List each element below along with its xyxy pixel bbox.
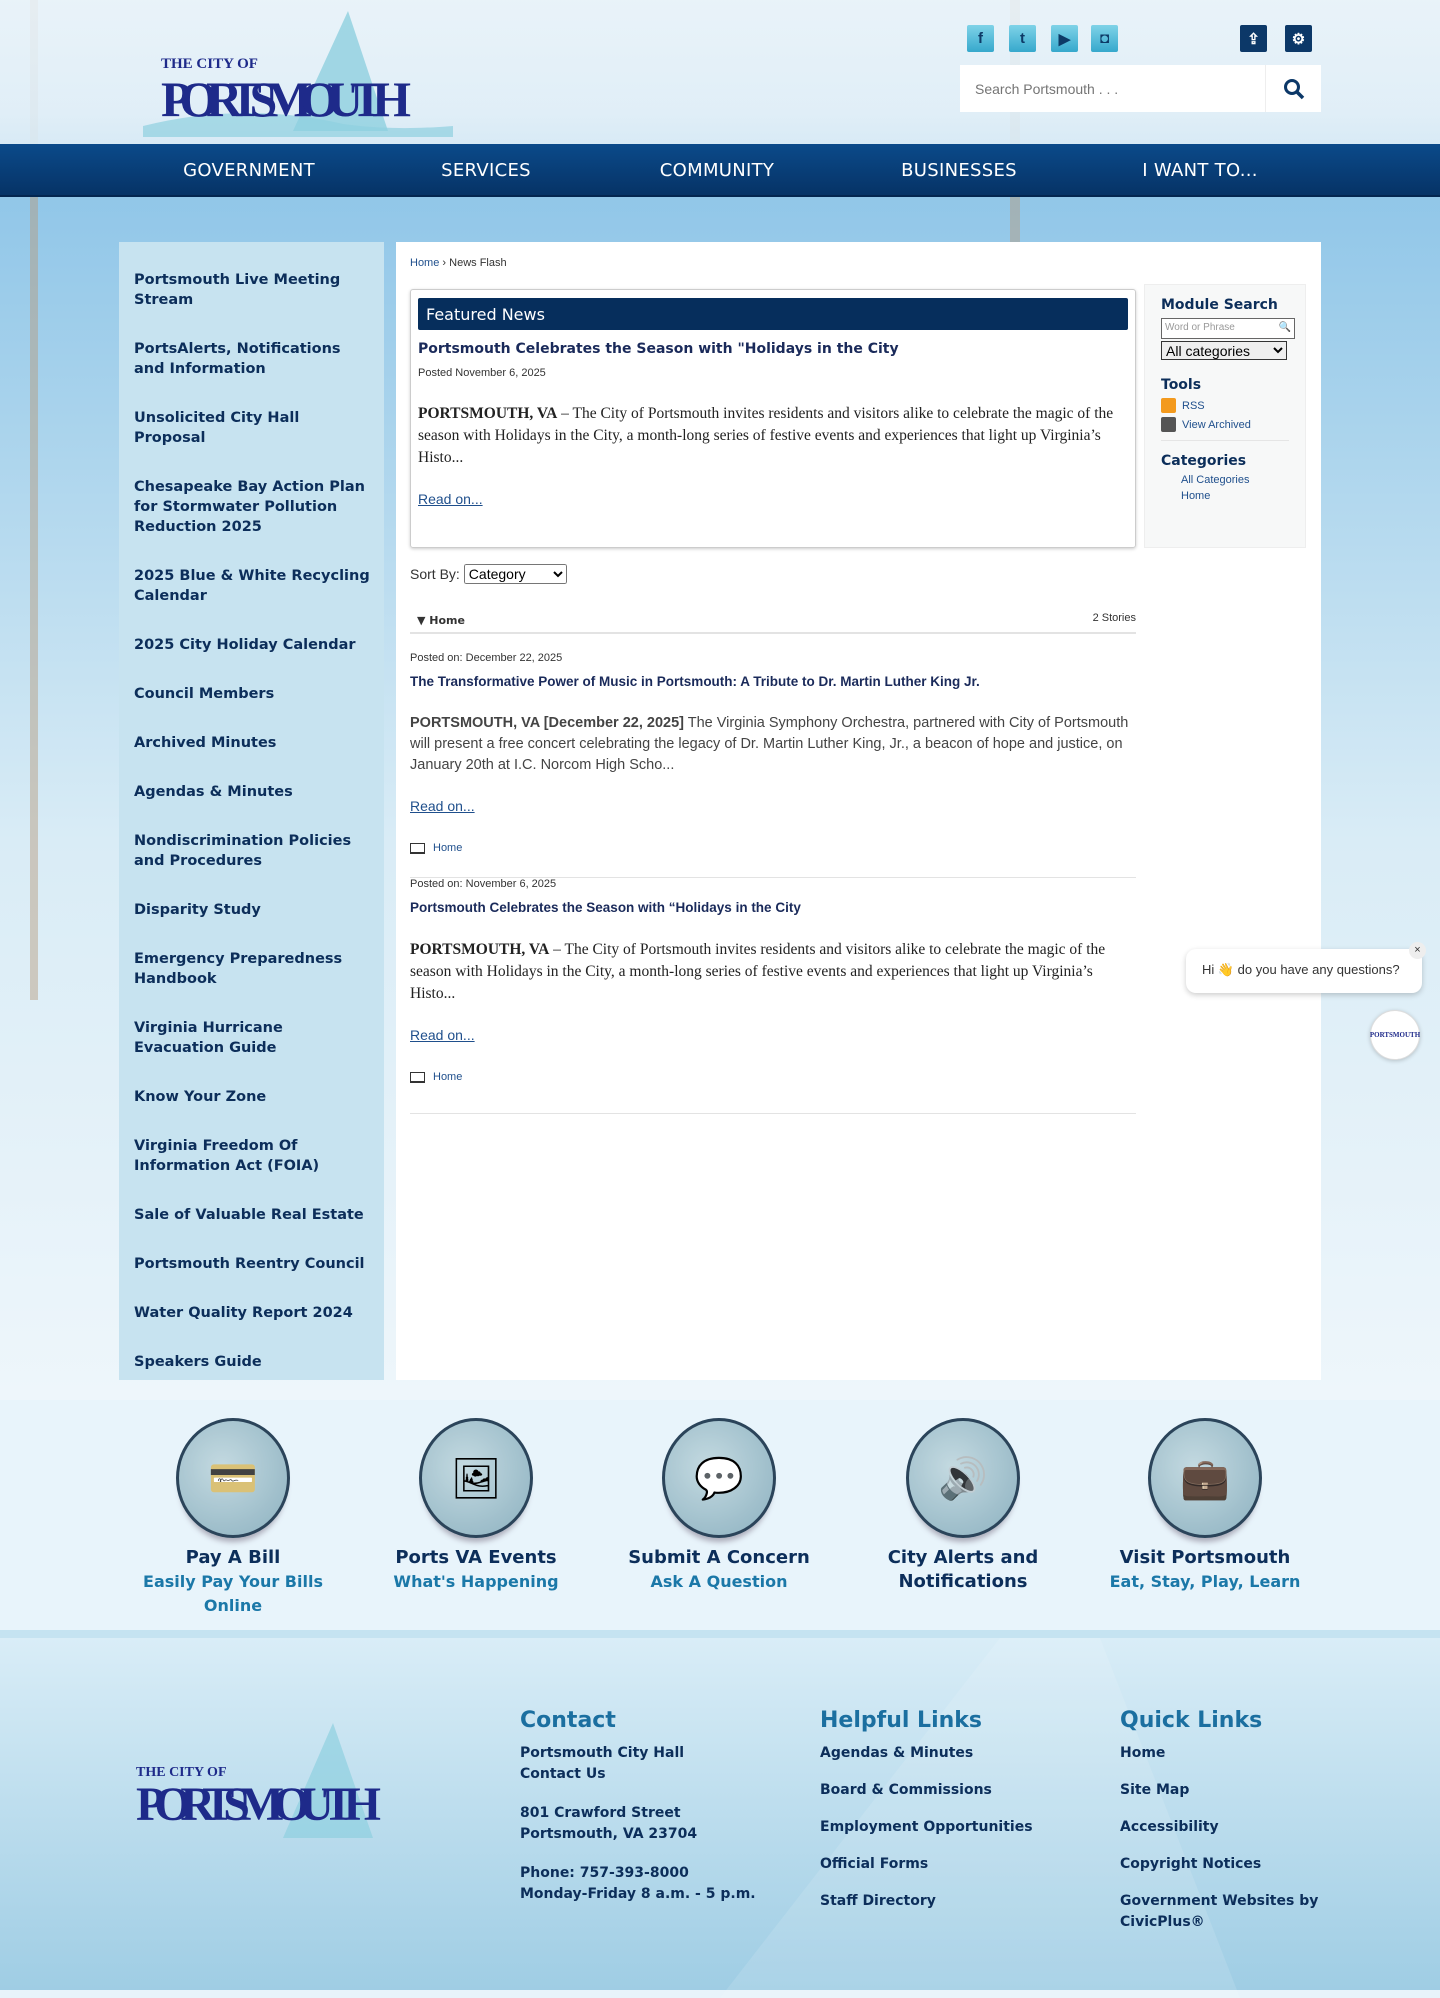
sidebar-item[interactable]: Portsmouth Live Meeting Stream — [134, 272, 341, 308]
category-group-header[interactable] — [410, 609, 1136, 634]
footer-contact — [520, 1708, 756, 1905]
share-button[interactable]: ⇪ — [1240, 25, 1267, 52]
twitter-button[interactable]: t — [1009, 25, 1036, 52]
chat-bubble[interactable]: Hi 👋 do you have any questions? — [1186, 949, 1422, 993]
module-sidebar — [1144, 284, 1306, 548]
sidebar-item[interactable]: Portsmouth Reentry Council — [134, 1256, 365, 1272]
footer-link[interactable]: Official Forms — [820, 1856, 929, 1872]
site-header — [0, 0, 1440, 144]
news-lead: PORTSMOUTH, VA [December 22, 2025] — [410, 715, 684, 731]
featured-date: Posted November 6, 2025 — [418, 367, 546, 379]
news-category-label: Home — [433, 1071, 463, 1083]
quick-link-title: Visit Portsmouth — [1119, 1547, 1291, 1568]
breadcrumb-home[interactable]: Home — [410, 257, 440, 269]
spacer — [520, 1785, 756, 1803]
news-title[interactable]: Portsmouth Celebrates the Season with “Holidays in the City — [410, 900, 801, 915]
briefcase-icon: 💼 — [1148, 1418, 1262, 1538]
featured-news — [410, 289, 1136, 548]
book-icon — [410, 843, 425, 854]
footer-quick-links — [1120, 1708, 1320, 1949]
nav-services[interactable]: SERVICES — [441, 160, 531, 181]
quick-link-title: Pay A Bill — [185, 1547, 281, 1568]
news-item — [410, 652, 1136, 878]
footer-link[interactable]: Site Map — [1120, 1782, 1190, 1798]
sidebar-item[interactable]: Water Quality Report 2024 — [134, 1305, 353, 1321]
city-logo[interactable] — [143, 6, 453, 137]
quick-link[interactable] — [361, 1418, 591, 1594]
nav-businesses[interactable]: BUSINESSES — [901, 160, 1017, 181]
news-date: Posted on: December 22, 2025 — [410, 652, 563, 664]
sidebar-item[interactable]: 2025 Blue & White Recycling Calendar — [134, 568, 370, 604]
sidebar-item[interactable]: Virginia Freedom Of Information Act (FOIA) — [134, 1138, 320, 1174]
chat-close-button[interactable]: × — [1409, 942, 1426, 959]
featured-title[interactable]: Portsmouth Celebrates the Season with "Holidays in the City — [418, 341, 899, 357]
chatbot-launcher[interactable] — [1370, 1010, 1420, 1060]
featured-read-on[interactable]: Read on... — [418, 491, 483, 507]
quick-title: Quick Links — [1120, 1708, 1263, 1733]
sidebar-item[interactable]: Speakers Guide — [134, 1354, 262, 1370]
nav-government[interactable]: GOVERNMENT — [183, 160, 315, 181]
tools-title: Tools — [1161, 377, 1202, 393]
footer-link[interactable]: Government Websites by CivicPlus® — [1120, 1893, 1319, 1930]
news-summary — [410, 939, 1136, 1005]
module-search-input[interactable] — [1161, 318, 1295, 339]
sidebar-item[interactable]: Agendas & Minutes — [134, 784, 293, 800]
quick-link-subtitle: Eat, Stay, Play, Learn — [1109, 1572, 1301, 1591]
archived-label: View Archived — [1182, 418, 1251, 431]
quick-link[interactable] — [604, 1418, 834, 1594]
sidebar-item[interactable]: Know Your Zone — [134, 1089, 267, 1105]
logo-line1: THE CITY OF — [161, 56, 258, 72]
category-home[interactable]: Home — [1181, 490, 1211, 502]
view-archived-link[interactable] — [1161, 417, 1289, 432]
search-button[interactable] — [1265, 65, 1321, 112]
news-date: Posted on: November 6, 2025 — [410, 878, 557, 890]
search-icon — [1283, 78, 1305, 100]
main-nav — [0, 144, 1440, 197]
contact-line: Monday-Friday 8 a.m. - 5 p.m. — [520, 1886, 756, 1902]
featured-body — [418, 403, 1128, 469]
news-category[interactable] — [410, 842, 1136, 854]
credit-card-icon: 💳 — [176, 1418, 290, 1538]
sidebar-nav — [119, 242, 384, 1380]
featured-header: Featured News — [418, 298, 1128, 330]
sidebar-item[interactable]: 2025 City Holiday Calendar — [134, 637, 356, 653]
sidebar-item[interactable]: Sale of Valuable Real Estate — [134, 1207, 364, 1223]
collapse-triangle-icon[interactable]: ▼ — [417, 614, 430, 627]
featured-lead: PORTSMOUTH, VA — [418, 405, 558, 422]
footer-logo-line2: PORTSMOUTH — [136, 1778, 381, 1831]
contact-line: Portsmouth, VA 23704 — [520, 1826, 698, 1842]
breadcrumb-current: News Flash — [449, 257, 507, 269]
news-lead: PORTSMOUTH, VA — [410, 941, 550, 958]
contact-line: 801 Crawford Street — [520, 1805, 681, 1821]
sidebar-item[interactable]: Disparity Study — [134, 902, 261, 918]
quick-link-title: Ports VA Events — [395, 1547, 557, 1568]
image-icon: 🖼 — [419, 1418, 533, 1538]
category-select[interactable] — [1161, 341, 1287, 360]
logo-line2: PORTSMOUTH — [161, 71, 411, 127]
facebook-button[interactable]: f — [967, 25, 994, 52]
sidebar-item[interactable]: Virginia Hurricane Evacuation Guide — [134, 1020, 283, 1056]
site-footer — [0, 1630, 1440, 1990]
sidebar-item[interactable]: Unsolicited City Hall Proposal — [134, 410, 300, 446]
footer-link[interactable]: Home — [1120, 1745, 1166, 1761]
footer-link[interactable]: Board & Commissions — [820, 1782, 992, 1798]
sidebar-item[interactable]: PortsAlerts, Notifications and Information — [134, 341, 341, 377]
search-input[interactable] — [960, 65, 1265, 112]
news-text: – The City of Portsmouth invites residents and visitors alike to celebrate the magic of the season with Holidays in the City, a month-long series of festive events and experiences that light up Virginia’s Histo... — [410, 941, 1106, 1002]
sidebar-item[interactable]: Emergency Preparedness Handbook — [134, 951, 343, 987]
quick-link-subtitle: What's Happening — [393, 1572, 559, 1591]
news-category-label: Home — [433, 842, 463, 854]
instagram-button[interactable]: ◘ — [1091, 25, 1118, 52]
breadcrumb — [410, 257, 507, 269]
footer-link[interactable]: Accessibility — [1120, 1819, 1219, 1835]
footer-logo[interactable] — [133, 1718, 425, 1848]
story-count: 2 Stories — [1092, 612, 1136, 624]
site-search — [960, 65, 1321, 112]
news-category[interactable] — [410, 1071, 1136, 1083]
sort-label: Sort By: — [410, 566, 460, 582]
quick-link-subtitle: Ask A Question — [650, 1572, 788, 1591]
news-read-on[interactable]: Read on... — [410, 1027, 475, 1043]
footer-link[interactable]: Employment Opportunities — [820, 1819, 1033, 1835]
news-title[interactable]: The Transformative Power of Music in Portsmouth: A Tribute to Dr. Martin Luther King Jr. — [410, 674, 980, 689]
footer-helpful-links — [820, 1708, 1033, 1928]
quick-link-title: City Alerts and Notifications — [887, 1547, 1039, 1592]
contact-us-link[interactable]: Contact Us — [520, 1766, 606, 1782]
main-content — [396, 242, 1321, 1380]
sidebar-item[interactable]: Council Members — [134, 686, 275, 702]
news-summary — [410, 713, 1136, 776]
helpful-title: Helpful Links — [820, 1708, 983, 1733]
chat-icon: 💬 — [662, 1418, 776, 1538]
footer-link[interactable]: Staff Directory — [820, 1893, 936, 1909]
featured-text: – The City of Portsmouth invites residents and visitors alike to celebrate the magic of the season with Holidays in the City, a month-long series of festive events and experiences that light up Virginia’s Histo... — [418, 405, 1114, 466]
quick-link-subtitle: Easily Pay Your Bills Online — [143, 1572, 323, 1615]
sidebar-item[interactable]: Nondiscrimination Policies and Procedures — [134, 833, 352, 869]
module-search-placeholder: Word or Phrase — [1165, 322, 1235, 333]
search-icon[interactable]: 🔍 — [1278, 322, 1291, 333]
rss-icon — [1161, 398, 1176, 413]
categories-title: Categories — [1161, 453, 1247, 469]
contact-line: Phone: 757-393-8000 — [520, 1865, 689, 1881]
module-search-title: Module Search — [1161, 297, 1278, 313]
footer-link[interactable]: Copyright Notices — [1120, 1856, 1262, 1872]
quick-link[interactable] — [848, 1418, 1078, 1594]
news-read-on[interactable]: Read on... — [410, 798, 475, 814]
sidebar-item[interactable]: Chesapeake Bay Action Plan for Stormwater Pollution Reduction 2025 — [134, 479, 365, 535]
sort-by — [410, 564, 567, 584]
archive-icon — [1161, 417, 1176, 432]
quick-link-title: Submit A Concern — [628, 1547, 810, 1568]
footer-logo-line1: THE CITY OF — [136, 1765, 227, 1780]
breadcrumb-sep: › — [442, 257, 447, 269]
nav-community[interactable]: COMMUNITY — [659, 160, 775, 181]
sort-select[interactable] — [464, 564, 567, 584]
rss-label: RSS — [1182, 399, 1205, 412]
nav-i-want-to[interactable]: I WANT TO... — [1142, 160, 1258, 181]
quick-link[interactable] — [1090, 1418, 1320, 1594]
footer-link[interactable]: Agendas & Minutes — [820, 1745, 974, 1761]
spacer — [520, 1845, 756, 1863]
contact-line: Portsmouth City Hall — [520, 1745, 685, 1761]
category-all[interactable]: All Categories — [1181, 474, 1250, 486]
settings-gear-button[interactable]: ⚙ — [1285, 25, 1312, 52]
speaker-icon: 🔊 — [906, 1418, 1020, 1538]
book-icon — [410, 1072, 425, 1083]
quick-link[interactable] — [118, 1418, 348, 1618]
chatbot-logo: PORTSMOUTH — [1369, 1031, 1421, 1039]
contact-title: Contact — [520, 1708, 616, 1733]
group-name: Home — [429, 614, 465, 627]
sidebar-item[interactable]: Archived Minutes — [134, 735, 277, 751]
news-text: The Virginia Symphony Orchestra, partnered with City of Portsmouth will present a free concert celebrating the legacy of Dr. Martin Luther King, Jr., a beacon of hope and justice, on January 20th at I.C. Norcom High Scho... — [410, 715, 1129, 773]
youtube-button[interactable]: ▶ — [1051, 25, 1078, 52]
rss-link[interactable] — [1161, 398, 1289, 413]
news-item — [410, 878, 1136, 1114]
